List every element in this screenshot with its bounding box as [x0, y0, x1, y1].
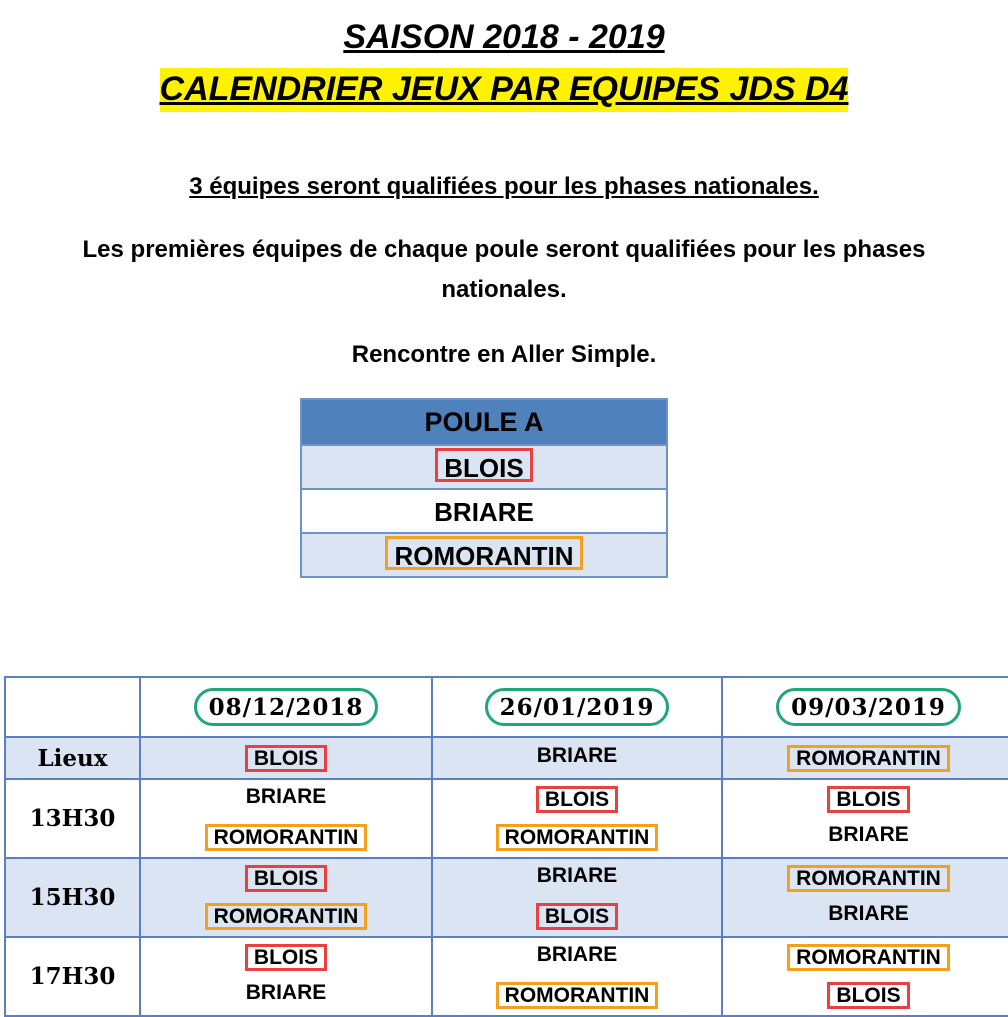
poule-team-row — [302, 444, 666, 488]
match-cell — [432, 858, 722, 937]
poule-team: BLOIS — [435, 448, 532, 482]
match-cell — [140, 858, 432, 937]
team-name: BLOIS — [536, 786, 618, 813]
team-name: BLOIS — [827, 786, 909, 813]
match-cell — [432, 937, 722, 1016]
time-label: 17H30 — [5, 937, 140, 1016]
lieu-cell — [140, 737, 432, 779]
date-badge: 26/01/2019 — [485, 688, 670, 726]
match-cell — [140, 779, 432, 858]
time-slot-row — [5, 858, 1008, 937]
team-name: ROMORANTIN — [787, 944, 950, 971]
season-title: SAISON 2018 - 2019 — [343, 18, 665, 56]
team-name: BLOIS — [245, 745, 327, 772]
match-cell — [722, 779, 1008, 858]
poule-title: POULE A — [302, 400, 666, 444]
time-slot-row — [5, 779, 1008, 858]
lieu-cell — [432, 737, 722, 779]
date-cell — [432, 677, 722, 737]
poule-team: BRIARE — [434, 497, 534, 527]
time-label: 15H30 — [5, 858, 140, 937]
team-name: BRIARE — [536, 744, 618, 767]
team-name: ROMORANTIN — [787, 745, 950, 772]
qualification-rule: Les premières équipes de chaque poule seront qualifiées pour les phases nationales. — [82, 236, 926, 303]
match-cell — [722, 858, 1008, 937]
team-name: ROMORANTIN — [205, 903, 368, 930]
schedule-table — [4, 676, 1008, 1017]
team-name: BLOIS — [245, 865, 327, 892]
lieu-cell — [722, 737, 1008, 779]
match-cell — [432, 779, 722, 858]
team-name: ROMORANTIN — [787, 865, 950, 892]
corner-cell — [5, 677, 140, 737]
team-name: BRIARE — [245, 785, 327, 808]
team-name: BRIARE — [828, 823, 909, 846]
date-badge: 09/03/2019 — [776, 688, 961, 726]
date-cell — [722, 677, 1008, 737]
date-cell — [140, 677, 432, 737]
team-name: BRIARE — [828, 902, 909, 925]
calendar-title: CALENDRIER JEUX PAR EQUIPES JDS D4 — [0, 66, 1008, 112]
lieux-row — [5, 737, 1008, 779]
team-name: ROMORANTIN — [496, 824, 659, 851]
time-label: 13H30 — [5, 779, 140, 858]
team-name: BRIARE — [245, 981, 327, 1004]
poule-team-row — [302, 488, 666, 532]
poule-table — [300, 398, 668, 578]
team-name: ROMORANTIN — [496, 982, 659, 1009]
team-name: BRIARE — [536, 864, 618, 887]
qualified-note: 3 équipes seront qualifiées pour les phases nationales. — [189, 173, 819, 200]
team-name: ROMORANTIN — [205, 824, 368, 851]
team-name: BRIARE — [536, 943, 618, 966]
match-cell — [722, 937, 1008, 1016]
dates-row — [5, 677, 1008, 737]
time-slot-row — [5, 937, 1008, 1016]
match-cell — [140, 937, 432, 1016]
team-name: BLOIS — [245, 944, 327, 971]
poule-team: ROMORANTIN — [385, 536, 582, 570]
date-badge: 08/12/2018 — [194, 688, 379, 726]
format-note: Rencontre en Aller Simple. — [351, 341, 657, 368]
team-name: BLOIS — [827, 982, 909, 1009]
team-name: BLOIS — [536, 903, 618, 930]
lieux-label: Lieux — [5, 737, 140, 779]
poule-team-row — [302, 532, 666, 576]
